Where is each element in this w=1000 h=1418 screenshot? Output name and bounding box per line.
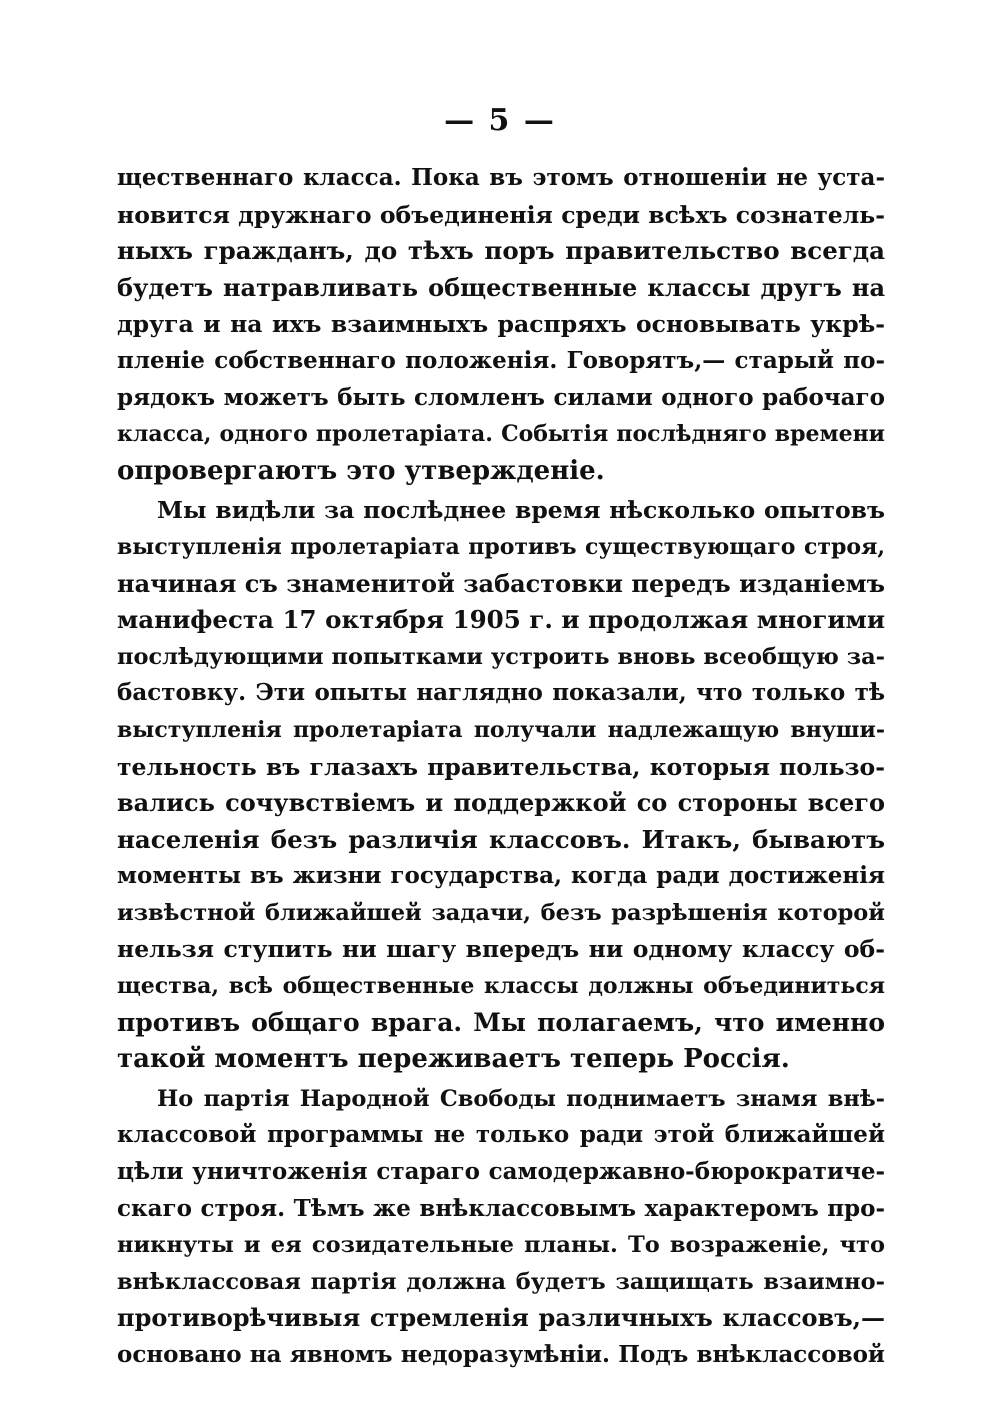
text-line: щества, всѣ общественные классы должны объединиться [117, 973, 885, 1000]
text-line: скаго строя. Тѣмъ же внѣклассовымъ характеромъ про- [117, 1194, 885, 1222]
text-line: щественнаго класса. Пока въ этомъ отношеніи не уста- [117, 164, 885, 191]
text-line: нельзя ступить ни шагу впередъ ни одному классу об- [117, 935, 885, 964]
text-line: извѣстной ближайшей задачи, безъ разрѣшенія которой [117, 899, 885, 926]
paragraph-2 [117, 492, 885, 1078]
text-line: новится дружнаго объединенія среди всѣхъ сознатель- [117, 200, 885, 229]
text-line: вались сочувствіемъ и поддержкой со стороны всего [117, 788, 885, 818]
text-line: будетъ натравливать общественные классы другъ на [117, 272, 885, 302]
text-line: моменты въ жизни государства, когда ради достиженія [117, 862, 885, 890]
text-line: Мы видѣли за послѣднее время нѣсколько опытовъ [157, 496, 885, 525]
page-number: — 5 — [444, 103, 556, 138]
text-line: внѣклассовая партія должна будетъ защищать взаимно- [117, 1268, 885, 1295]
paragraph-1 [117, 160, 885, 489]
text-line: опровергаютъ это утвержденіе. [117, 455, 605, 486]
text-body [117, 160, 885, 1374]
text-line: пленіе собственнаго положенія. Говорятъ,— старый по- [117, 346, 885, 374]
text-line: классовой программы не только ради этой ближайшей [117, 1121, 885, 1149]
text-line: рядокъ можетъ быть сломленъ силами одного рабочаго [117, 383, 885, 411]
text-line: послѣдующими попытками устроить вновь всеобщую за- [117, 643, 885, 670]
text-line: противорѣчивыя стремленія различныхъ классовъ,— [117, 1303, 885, 1333]
text-line: друга и на ихъ взаимныхъ распряхъ основывать укрѣ- [117, 310, 885, 339]
text-line: выступленія пролетаріата противъ существующаго строя, [117, 533, 885, 560]
paragraph-3 [117, 1081, 885, 1374]
text-line: никнуты и ея созидательные планы. То возраженіе, что [117, 1232, 885, 1259]
text-line: тельность въ глазахъ правительства, которыя пользо- [117, 752, 885, 781]
text-line: манифеста 17 октября 1905 г. и продолжая многими [117, 605, 885, 635]
text-line: выступленія пролетаріата получали надлежащую внуши- [117, 716, 885, 743]
text-line: населенія безъ различія классовъ. Итакъ, бываютъ [117, 824, 885, 854]
text-line: основано на явномъ недоразумѣніи. Подъ внѣклассовой [117, 1341, 885, 1368]
text-line: Но партія Народной Свободы поднимаетъ знамя внѣ- [157, 1085, 885, 1112]
text-line: цѣли уничтоженія стараго самодержавно-бюрократиче- [117, 1158, 885, 1186]
text-line: такой моментъ переживаетъ теперь Россія. [117, 1044, 790, 1075]
text-line: бастовку. Эти опыты наглядно показали, что только тѣ [117, 679, 885, 707]
text-line: ныхъ гражданъ, до тѣхъ поръ правительство всегда [117, 236, 885, 266]
text-line: начиная съ знаменитой забастовки передъ изданіемъ [117, 568, 885, 598]
text-line: противъ общаго врага. Мы полагаемъ, что именно [117, 1007, 885, 1037]
text-line: класса, одного пролетаріата. Событія послѣдняго времени [117, 421, 885, 448]
